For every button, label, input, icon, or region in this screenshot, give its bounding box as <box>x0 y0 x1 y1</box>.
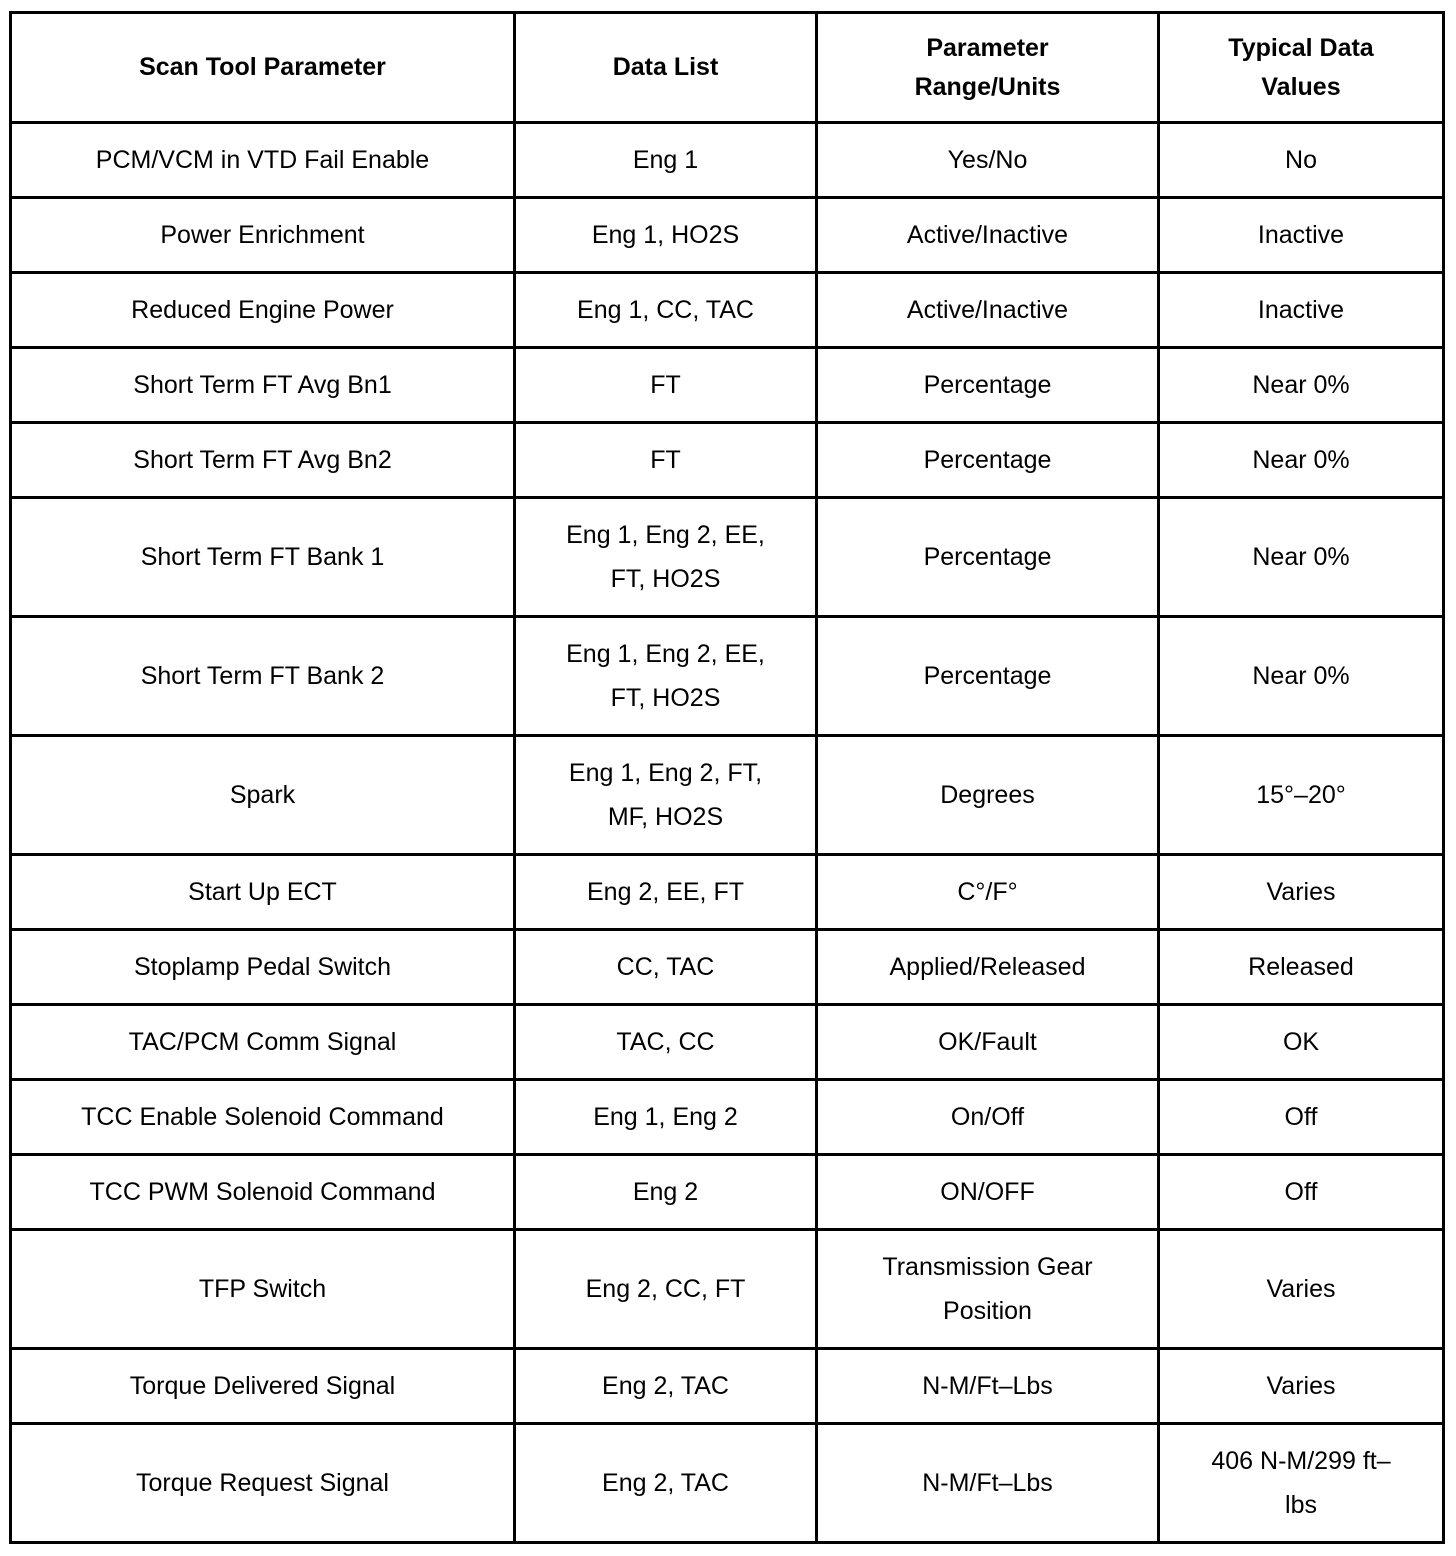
table-row <box>11 423 1444 498</box>
header-typical-data-values: Typical Data Values <box>1159 13 1444 123</box>
cell-data-list: Eng 1, Eng 2, FT, MF, HO2S <box>515 736 817 855</box>
cell-range-units: Percentage <box>817 348 1159 423</box>
cell-typical-value: Near 0% <box>1159 423 1444 498</box>
cell-range-units: OK/Fault <box>817 1005 1159 1080</box>
cell-parameter: PCM/VCM in VTD Fail Enable <box>11 123 515 198</box>
cell-range-units: On/Off <box>817 1080 1159 1155</box>
cell-parameter: TCC PWM Solenoid Command <box>11 1155 515 1230</box>
cell-parameter: Spark <box>11 736 515 855</box>
header-scan-tool-parameter: Scan Tool Parameter <box>11 13 515 123</box>
cell-range-units: N-M/Ft–Lbs <box>817 1349 1159 1424</box>
header-data-list: Data List <box>515 13 817 123</box>
cell-data-list: Eng 2, TAC <box>515 1349 817 1424</box>
cell-data-list: Eng 1 <box>515 123 817 198</box>
cell-range-units: Active/Inactive <box>817 198 1159 273</box>
table-row <box>11 348 1444 423</box>
cell-data-list: Eng 1, HO2S <box>515 198 817 273</box>
cell-typical-value: Near 0% <box>1159 498 1444 617</box>
table-row <box>11 198 1444 273</box>
table-row <box>11 617 1444 736</box>
table-row <box>11 1424 1444 1543</box>
cell-data-list: FT <box>515 423 817 498</box>
cell-typical-value: Inactive <box>1159 273 1444 348</box>
cell-data-list: TAC, CC <box>515 1005 817 1080</box>
cell-data-list: Eng 1, Eng 2, EE, FT, HO2S <box>515 498 817 617</box>
cell-data-list: Eng 2, TAC <box>515 1424 817 1543</box>
cell-parameter: Torque Request Signal <box>11 1424 515 1543</box>
cell-range-units: Active/Inactive <box>817 273 1159 348</box>
cell-parameter: Power Enrichment <box>11 198 515 273</box>
scan-tool-data-table <box>9 11 1445 1544</box>
cell-parameter: Short Term FT Bank 2 <box>11 617 515 736</box>
cell-data-list: Eng 2 <box>515 1155 817 1230</box>
table-row <box>11 1349 1444 1424</box>
cell-typical-value: Near 0% <box>1159 617 1444 736</box>
cell-range-units: Percentage <box>817 617 1159 736</box>
cell-parameter: Short Term FT Avg Bn2 <box>11 423 515 498</box>
cell-typical-value: OK <box>1159 1005 1444 1080</box>
cell-parameter: Stoplamp Pedal Switch <box>11 930 515 1005</box>
cell-parameter: Reduced Engine Power <box>11 273 515 348</box>
cell-parameter: Short Term FT Avg Bn1 <box>11 348 515 423</box>
cell-data-list: Eng 2, EE, FT <box>515 855 817 930</box>
cell-range-units: Applied/Released <box>817 930 1159 1005</box>
cell-typical-value: Off <box>1159 1155 1444 1230</box>
cell-data-list: Eng 2, CC, FT <box>515 1230 817 1349</box>
table-row <box>11 498 1444 617</box>
table-row <box>11 855 1444 930</box>
cell-parameter: Torque Delivered Signal <box>11 1349 515 1424</box>
table-row <box>11 1155 1444 1230</box>
table-row <box>11 1080 1444 1155</box>
cell-range-units: Yes/No <box>817 123 1159 198</box>
cell-typical-value: Varies <box>1159 855 1444 930</box>
cell-parameter: TCC Enable Solenoid Command <box>11 1080 515 1155</box>
cell-range-units: ON/OFF <box>817 1155 1159 1230</box>
cell-typical-value: Inactive <box>1159 198 1444 273</box>
table-row <box>11 1230 1444 1349</box>
table-row <box>11 123 1444 198</box>
cell-typical-value: Off <box>1159 1080 1444 1155</box>
cell-data-list: Eng 1, Eng 2 <box>515 1080 817 1155</box>
cell-parameter: Start Up ECT <box>11 855 515 930</box>
cell-range-units: Percentage <box>817 423 1159 498</box>
cell-data-list: Eng 1, Eng 2, EE, FT, HO2S <box>515 617 817 736</box>
cell-typical-value: Near 0% <box>1159 348 1444 423</box>
table-row <box>11 736 1444 855</box>
cell-range-units: Degrees <box>817 736 1159 855</box>
cell-typical-value: No <box>1159 123 1444 198</box>
cell-typical-value: 406 N-M/299 ft–lbs <box>1159 1424 1444 1543</box>
header-parameter-range-units: Parameter Range/Units <box>817 13 1159 123</box>
cell-data-list: CC, TAC <box>515 930 817 1005</box>
cell-parameter: TAC/PCM Comm Signal <box>11 1005 515 1080</box>
cell-range-units: N-M/Ft–Lbs <box>817 1424 1159 1543</box>
table-row <box>11 1005 1444 1080</box>
cell-typical-value: Varies <box>1159 1349 1444 1424</box>
cell-parameter: TFP Switch <box>11 1230 515 1349</box>
cell-typical-value: 15°–20° <box>1159 736 1444 855</box>
cell-data-list: Eng 1, CC, TAC <box>515 273 817 348</box>
cell-data-list: FT <box>515 348 817 423</box>
table-row <box>11 273 1444 348</box>
cell-range-units: C°/F° <box>817 855 1159 930</box>
cell-range-units: Percentage <box>817 498 1159 617</box>
cell-typical-value: Released <box>1159 930 1444 1005</box>
header-row <box>11 13 1444 123</box>
cell-typical-value: Varies <box>1159 1230 1444 1349</box>
table-row <box>11 930 1444 1005</box>
cell-parameter: Short Term FT Bank 1 <box>11 498 515 617</box>
cell-range-units: Transmission Gear Position <box>817 1230 1159 1349</box>
